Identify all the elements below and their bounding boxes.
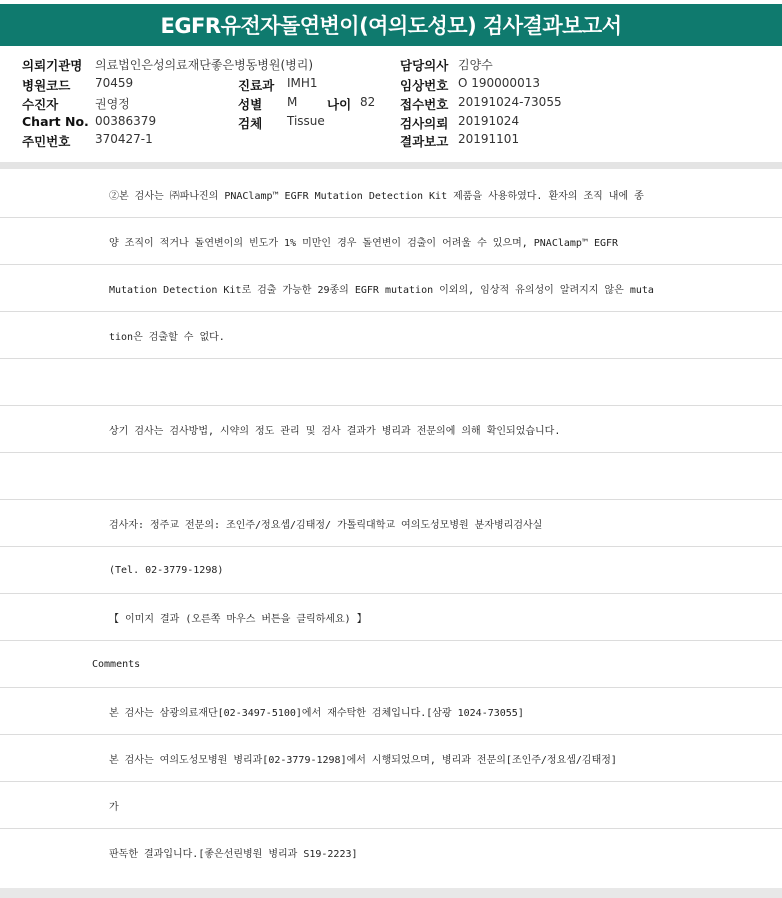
image-result-link[interactable]: 【 이미지 결과 (오른쪽 마우스 버튼을 클릭하세요) 】 bbox=[109, 613, 367, 625]
report-line bbox=[0, 688, 782, 735]
report-line-text: (Tel. 02-3779-1298) bbox=[109, 564, 224, 576]
patient-label: 수진자 bbox=[22, 97, 59, 112]
dept-label: 진료과 bbox=[238, 78, 275, 93]
specimen-label: 검체 bbox=[238, 116, 263, 131]
report-line-text: 가 bbox=[109, 801, 119, 813]
report-body bbox=[0, 171, 782, 876]
resident-value: 370427-1 bbox=[95, 132, 153, 146]
report-line bbox=[0, 500, 782, 547]
sex-label: 성별 bbox=[238, 97, 263, 112]
header-divider bbox=[0, 162, 782, 169]
report-date-label: 결과보고 bbox=[400, 134, 449, 149]
age-label: 나이 bbox=[327, 97, 352, 112]
institution-label: 의뢰기관명 bbox=[22, 58, 83, 73]
comments-heading-row bbox=[0, 641, 782, 688]
request-date-label: 검사의뢰 bbox=[400, 116, 449, 131]
chart-value: 00386379 bbox=[95, 114, 157, 128]
report-line bbox=[0, 782, 782, 829]
clinical-no-value: O 190000013 bbox=[458, 76, 540, 90]
report-line-text: ②본 검사는 ㈜파나진의 PNAClamp™ EGFR Mutation Detection Kit 제품을 사용하였다. 환자의 조직 내에 종 bbox=[109, 190, 644, 202]
report-line-text: 양 조직이 적거나 돌연변이의 빈도가 1% 미만인 경우 돌연변이 검출이 어려울 수 있으며, PNAClamp™ EGFR bbox=[109, 237, 619, 249]
receipt-no-value: 20191024-73055 bbox=[458, 95, 562, 109]
request-date-value: 20191024 bbox=[458, 114, 520, 128]
age-value: 82 bbox=[360, 95, 376, 109]
specimen-value: Tissue bbox=[287, 114, 325, 128]
footer-bar bbox=[0, 888, 782, 898]
institution-value: 의료법인은성의료재단좋은병동병원(병리) bbox=[95, 58, 314, 72]
report-line bbox=[0, 359, 782, 406]
report-line bbox=[0, 406, 782, 453]
hospital-code-label: 병원코드 bbox=[22, 78, 71, 93]
report-line bbox=[0, 265, 782, 312]
report-line-text: 판독한 결과입니다.[좋은선린병원 병리과 S19-2223] bbox=[109, 849, 358, 860]
report-line-text: 본 검사는 삼광의료재단[02-3497-5100]에서 재수탁한 검체입니다.[삼광 1024-73055] bbox=[109, 707, 524, 719]
image-result-link-row bbox=[0, 594, 782, 641]
report-line-text: 상기 검사는 검사방법, 시약의 정도 관리 및 검사 결과가 병리과 전문의에 의해 확인되었습니다. bbox=[109, 425, 561, 437]
patient-info-header bbox=[0, 50, 782, 162]
report-line bbox=[0, 218, 782, 265]
clinical-no-label: 임상번호 bbox=[400, 78, 449, 93]
sex-value: M bbox=[287, 95, 298, 109]
comments-heading: Comments bbox=[92, 658, 141, 670]
report-line-text: Mutation Detection Kit로 검출 가능한 29종의 EGFR mutation 이외의, 임상적 유의성이 알려지지 않은 muta bbox=[109, 284, 654, 296]
report-line bbox=[0, 312, 782, 359]
report-title: EGFR유전자돌연변이(여의도성모) 검사결과보고서 bbox=[0, 4, 782, 46]
report-line bbox=[0, 735, 782, 782]
chart-label: Chart No. bbox=[22, 114, 89, 129]
report-line-text: 검사자: 정주교 전문의: 조인주/정요셉/김태정/ 가톨릭대학교 여의도성모병원 분자병리검사실 bbox=[109, 519, 543, 531]
receipt-no-label: 접수번호 bbox=[400, 97, 449, 112]
report-line-text: tion은 검출할 수 없다. bbox=[109, 331, 225, 343]
hospital-code-value: 70459 bbox=[95, 76, 134, 90]
doctor-label: 담당의사 bbox=[400, 58, 449, 73]
report-line bbox=[0, 171, 782, 218]
report-line bbox=[0, 547, 782, 594]
report-line bbox=[0, 453, 782, 500]
dept-value: IMH1 bbox=[287, 76, 318, 90]
report-line-text: 본 검사는 여의도성모병원 병리과[02-3779-1298]에서 시행되었으며, 병리과 전문의[조인주/정요셉/김태정] bbox=[109, 754, 617, 766]
doctor-value: 김양수 bbox=[458, 58, 493, 72]
resident-label: 주민번호 bbox=[22, 134, 71, 149]
report-date-value: 20191101 bbox=[458, 132, 520, 146]
patient-value: 권영정 bbox=[95, 97, 130, 111]
report-line bbox=[0, 829, 782, 876]
